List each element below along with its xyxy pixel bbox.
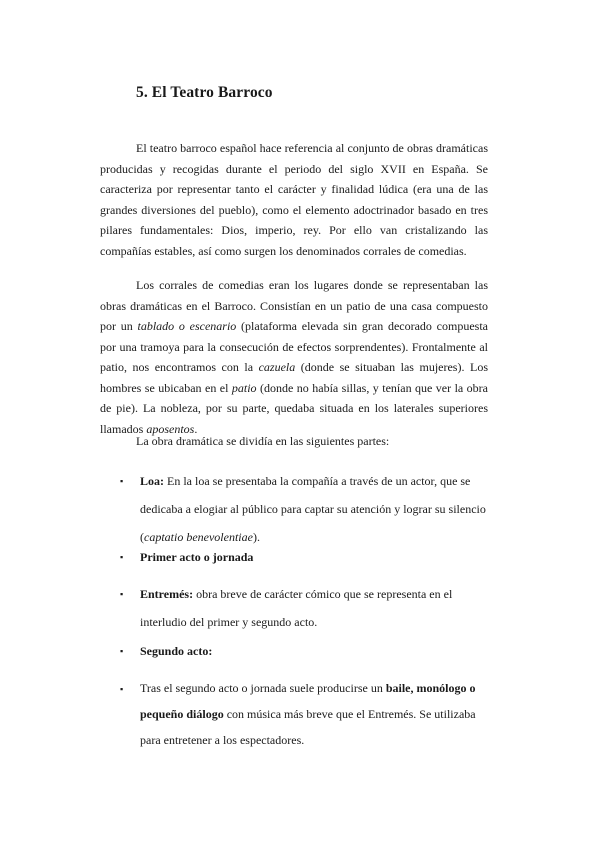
- bullet-icon: ▪: [120, 646, 124, 656]
- item-bold-baile: baile, monólogo o pequeño diálogo: [140, 681, 476, 721]
- paragraph-text: Los corrales de comedias eran los lugares donde se representaban las obras dramáticas en el Barroco. Consistían en un patio de una casa compuesto por un: [100, 278, 488, 333]
- bullet-icon: ▪: [120, 552, 124, 562]
- bullet-icon: ▪: [120, 684, 124, 694]
- parts-intro: La obra dramática se dividía en las siguientes partes:: [136, 434, 390, 448]
- paragraph-text: (donde se situaban las mujeres). Los hombres se ubicaban en el: [100, 360, 488, 395]
- item-label-primer-acto: Primer acto o jornada: [140, 550, 254, 564]
- list-item-segundo-acto: [140, 641, 490, 661]
- italic-term-aposentos: aposentos: [146, 421, 195, 436]
- item-text: ).: [252, 530, 260, 544]
- italic-term-tablado: tablado o escenario: [137, 319, 237, 333]
- paragraph-text: (donde no había sillas, y tenían que ver la obra de pie). La nobleza, por su parte, quedaba situada en los laterales superiores llamados: [100, 380, 489, 436]
- bullet-icon: ▪: [120, 476, 124, 486]
- item-label-loa: Loa:: [140, 474, 164, 488]
- bullet-icon: ▪: [120, 589, 124, 599]
- italic-term-cazuela: cazuela: [258, 360, 296, 374]
- paragraph-text: (plataforma elevada sin gran decorado compuesta por una tramoya para la consecución de efectos sorprendentes). Frontalmente al patio, nos encontramos con la: [100, 319, 488, 374]
- list-item-primer-acto: [140, 547, 490, 567]
- item-text: En la loa se presentaba la compañía a través de un actor, que se dedicaba a elogiar al público para captar su atención y lograr su silencio (: [140, 474, 486, 544]
- section-heading: 5. El Teatro Barroco: [136, 84, 273, 101]
- item-label-segundo-acto: Segundo acto:: [140, 644, 213, 658]
- item-text: Tras el segundo acto o jornada suele producirse un: [140, 681, 386, 695]
- list-item-entremes: [140, 580, 490, 636]
- italic-term-captatio: captatio benevolentiae: [144, 530, 253, 544]
- italic-term-patio: patio: [231, 380, 257, 395]
- list-item-final: [140, 675, 490, 753]
- item-label-entremes: Entremés:: [140, 587, 194, 601]
- paragraph-text: .: [194, 421, 198, 436]
- paragraph-intro-teatro: El teatro barroco español hace referencia al conjunto de obras dramáticas producidas y recogidas durante el periodo del siglo XVII en España. Se caracteriza por representar tanto el carácter y finalidad lúdica (era una de las grandes diversiones del pueblo), como el elemento adoctrinador basado en tres pilares fundamentales: Dios, imperio, rey. Por ello van cristalizando las compañías estables, así como surgen los denominados corrales de comedias.: [100, 141, 488, 258]
- paragraph-corrales: [100, 275, 488, 439]
- item-text: con música más breve que el Entremés. Se utilizaba para entretener a los espectadores.: [140, 707, 476, 747]
- list-item-loa: [140, 467, 490, 551]
- item-text: obra breve de carácter cómico que se representa en el interludio del primer y segundo acto.: [140, 587, 453, 629]
